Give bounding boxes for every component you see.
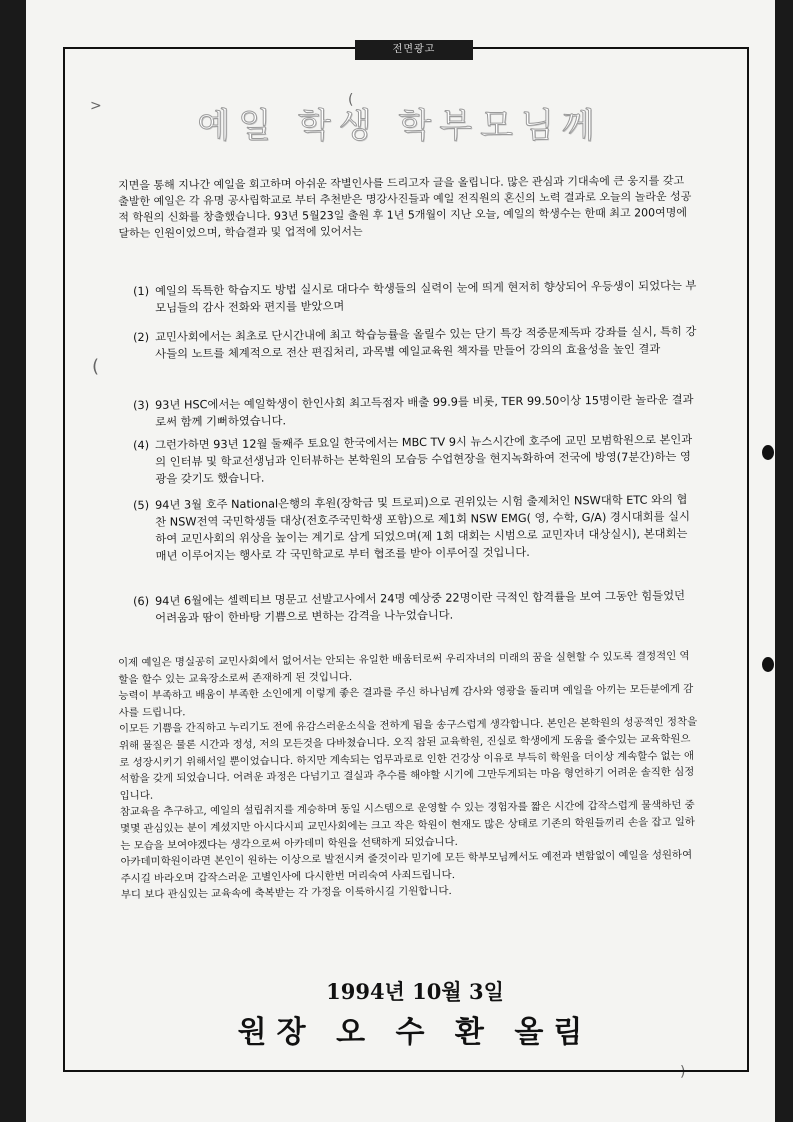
scan-mark: >	[90, 98, 102, 114]
ad-headline: 예일 학생 학부모님께	[197, 106, 603, 146]
item-number: (4)	[133, 438, 150, 452]
item-text: 그런가하면 93년 12월 둘째주 토요일 한국에서는 MBC TV 9시 뉴스시간에 호주에 교민 모범학원으로 본인과의 인터뷰 및 학교선생님과 인터뷰하는 본학원의 모습등 수업현장을 현지녹화하여 전국에 방영(7분간)하는 영광을 갖기도 했습니다.	[155, 433, 693, 486]
item-text: 94년 6월에는 셀렉티브 명문고 선발고사에서 24명 예상중 22명이란 극적인 합격률을 보여 그동안 힘들었던 어려움과 땀이 한바탕 기쁨으로 변하는 감격을 나누었습니다.	[155, 589, 686, 625]
intro-paragraph: 지면을 통해 지나간 예일을 회고하며 아쉬운 작별인사를 드리고자 글을 올립니다. 많은 관심과 기대속에 큰 웅지를 갖고 출발한 예일은 각 유명 공사립학교로 부터 추천받은 명강사진들과 예일 전직원의 혼신의 노력 결과로 오늘의 놀라운 성공적 학원의 신화를 창출했습니다. 93년 5월23일 출원 후 1년 5개월이 지난 오늘, 예일의 학생수는 한때 최고 200여명에 달하는 인원이었으며, 학습결과 및 업적에 있어서는	[118, 174, 692, 240]
scan-mark: (	[92, 356, 100, 377]
scan-mark: )	[680, 1064, 686, 1080]
item-number: (6)	[133, 594, 150, 608]
closing-paragraph: 부디 보다 관심있는 교육속에 축복받는 각 가정을 이룩하시길 기원합니다.	[120, 885, 452, 902]
item-number: (1)	[133, 284, 150, 298]
item-text: 예일의 독특한 학습지도 방법 실시로 대다수 학생들의 실력이 눈에 띄게 현저히 향상되어 우등생이 되었다는 부모님들의 감사 전화와 편지를 받았으며	[155, 279, 697, 315]
item-number: (3)	[133, 398, 150, 412]
item-number: (2)	[133, 330, 150, 344]
scan-border-right	[775, 0, 793, 1122]
closing-paragraph: 이제 예일은 명실공히 교민사회에서 없어서는 안되는 유일한 배움터로써 우리자녀의 미래의 꿈을 실현할 수 있도록 결정적인 역할을 할수 있는 교육장소로써 존재하게 된 것입니다.	[118, 650, 690, 686]
achievement-item	[133, 431, 699, 488]
achievement-item	[133, 491, 699, 565]
closing-paragraph: 아카데미학원이라면 본인이 원하는 이상으로 발전시켜 줄것이라 믿기에 모든 학부모님께서도 예전과 변함없이 예일을 성원하여 주시길 바라오며 갑작스러운 고별인사에 다시한번 머리숙여 사죄드립니다.	[120, 849, 693, 885]
achievement-item	[133, 391, 698, 431]
achievement-item	[133, 587, 698, 627]
scan-mark: (	[348, 92, 354, 108]
item-text: 교민사회에서는 최초로 단시간내에 최고 학습능률을 올릴수 있는 단기 특강 적중문제독파 강좌를 실시, 특히 강사들의 노트를 체계적으로 전산 편집처리, 과목별 예일교육원 책자를 만들어 강의의 효율성을 높인 결과	[155, 325, 697, 361]
signing-date: 1994년 10월 3일	[326, 979, 504, 1004]
item-text: 94년 3월 호주 National은행의 후원(장학금 및 트로피)으로 권위있는 시험 출제처인 NSW대학 ETC 와의 협찬 NSW전역 국민학생들 대상(전호주국민학생 포함)으로 제1회 NSW EMG( 영, 수학, G/A) 경시대회를 실시하여 교민사회의 위상을 높이는 계기로 삼게 되었으며(제 1회 대회는 시범으로 교민자녀 대상실시), 본대회는 매년 이루어지는 행사로 각 국민학교로 부터 협조를 받아 이루어질 것입니다.	[155, 493, 691, 563]
item-number: (5)	[133, 498, 150, 512]
closing-text	[118, 648, 701, 904]
achievement-item	[133, 277, 698, 317]
punch-hole	[762, 445, 774, 460]
ad-tag: 전면광고	[355, 40, 473, 60]
signature-line: 원장 오 수 환 올림	[237, 1015, 593, 1050]
achievement-item	[133, 323, 698, 363]
closing-paragraph: 능력이 부족하고 배움이 부족한 소인에게 이렇게 좋은 결과를 주신 하나님께 감사와 영광을 돌리며 예일을 아끼는 모든분에게 감사를 드립니다.	[118, 683, 694, 719]
closing-paragraph: 이모든 기쁨을 간직하고 누리기도 전에 유감스러운소식을 전하게 됨을 송구스럽게 생각합니다. 본인은 본학원의 성공적인 정착을 위해 물질은 물론 시간과 정성, 저의 모든것을 다바쳤습니다. 오직 참된 교육학원, 진실로 학생에게 도움을 줄수있는 교육학원으로 성장시키기 위해서일 뿐이었습니다. 하지만 계속되는 업무과로로 인한 건강상 이유로 부득히 학원을 더이상 계속할수 없는 애석함을 갖게 되었습니다. 어려운 과정은 다넘기고 결실과 추수를 해야할 시기에 그만두게되는 마음 형언하기 어려운 솔직한 심정입니다.	[118, 716, 698, 802]
closing-paragraph: 참교육을 추구하고, 예일의 설립취지를 계승하며 동일 시스템으로 운영할 수 있는 경험자를 짧은 시간에 갑작스럽게 물색하던 중 몇몇 관심있는 분이 계셨지만 아시다시피 교민사회에는 크고 작은 학원이 현재도 많은 상태로 기존의 학원들끼리 손을 잡고 일하는 모습을 보여야겠다는 생각으로써 아카데미 학원을 선택하게 되었습니다.	[119, 799, 695, 852]
punch-hole	[762, 657, 774, 672]
scan-border-left	[0, 0, 26, 1122]
item-text: 93년 HSC에서는 예일학생이 한인사회 최고득점자 배출 99.9를 비롯, TER 99.50이상 15명이란 놀라운 결과로써 함께 기뻐하였습니다.	[155, 393, 694, 429]
